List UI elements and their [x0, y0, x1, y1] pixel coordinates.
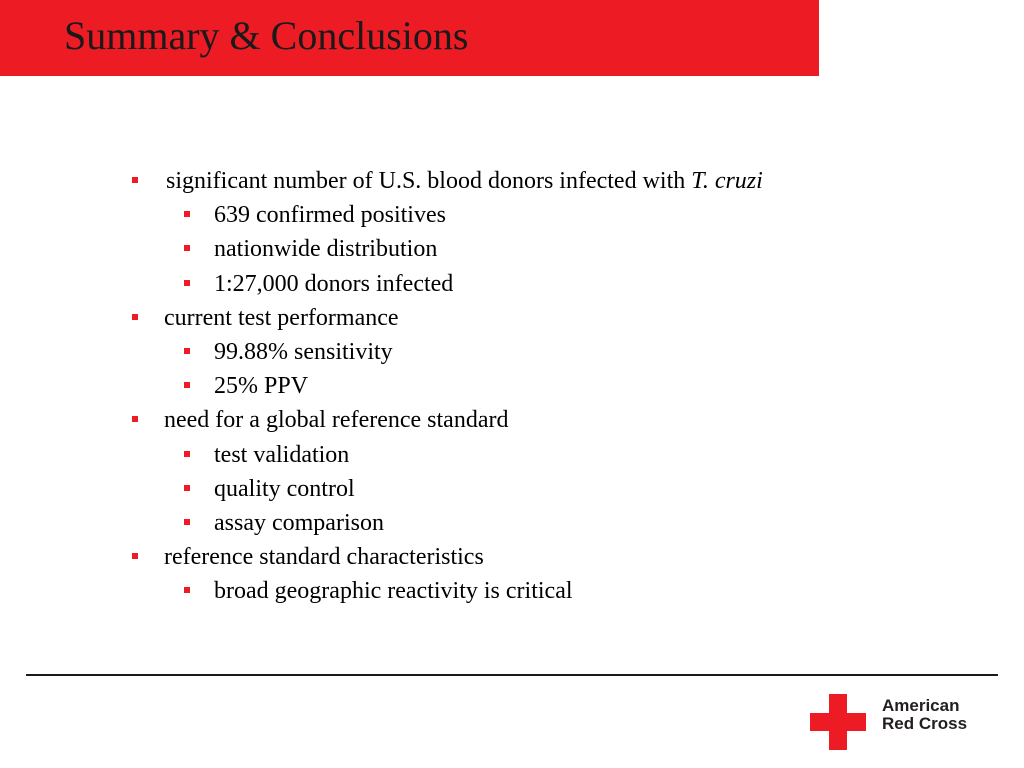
bullet-item	[0, 164, 1024, 198]
bullet-marker-icon	[184, 280, 190, 286]
sub-bullet-item	[0, 472, 1024, 506]
sub-bullet-item	[0, 232, 1024, 266]
bullet-marker-icon	[184, 348, 190, 354]
logo-line-2: Red Cross	[882, 714, 968, 733]
bullet-text: broad geographic reactivity is critical	[214, 578, 573, 605]
bullet-text: 1:27,000 donors infected	[214, 270, 454, 297]
bullet-text	[166, 164, 763, 198]
bullet-text: 639 confirmed positives	[214, 202, 446, 229]
footer-divider	[26, 674, 998, 676]
bullet-item	[0, 301, 1024, 335]
logo-line-1: American	[882, 696, 960, 715]
sub-bullet-item	[0, 267, 1024, 301]
bullet-text-emphasis: T. cruzi	[691, 168, 763, 194]
bullet-marker-icon	[184, 519, 190, 525]
sub-bullet-item	[0, 335, 1024, 369]
bullet-text: test validation	[214, 441, 350, 468]
bullet-marker-icon	[184, 382, 190, 388]
bullet-item	[0, 403, 1024, 437]
bullet-item	[0, 540, 1024, 574]
red-cross-logo	[810, 694, 990, 750]
bullet-text: nationwide distribution	[214, 236, 438, 263]
bullet-marker-icon	[132, 553, 138, 559]
sub-bullet-item	[0, 506, 1024, 540]
sub-bullet-item	[0, 369, 1024, 403]
bullet-marker-icon	[184, 451, 190, 457]
bullet-list	[0, 164, 1024, 608]
bullet-text: 25% PPV	[214, 373, 309, 400]
sub-bullet-item	[0, 198, 1024, 232]
bullet-marker-icon	[132, 416, 138, 422]
bullet-text: current test performance	[164, 304, 399, 331]
bullet-marker-icon	[184, 485, 190, 491]
bullet-text: need for a global reference standard	[164, 407, 509, 434]
bullet-marker-icon	[132, 177, 138, 183]
sub-bullet-item	[0, 574, 1024, 608]
bullet-text: assay comparison	[214, 509, 384, 536]
title-bar	[0, 0, 819, 76]
bullet-text-main: significant number of U.S. blood donors infected with	[166, 168, 692, 194]
bullet-marker-icon	[132, 314, 138, 320]
bullet-marker-icon	[184, 587, 190, 593]
bullet-text: 99.88% sensitivity	[214, 338, 393, 365]
logo-wordmark	[882, 697, 967, 733]
bullet-marker-icon	[184, 211, 190, 217]
slide-title: Summary & Conclusions	[64, 13, 469, 58]
bullet-text: reference standard characteristics	[164, 544, 484, 571]
sub-bullet-item	[0, 438, 1024, 472]
bullet-marker-icon	[184, 245, 190, 251]
bullet-text: quality control	[214, 475, 355, 502]
red-cross-icon-bar	[810, 713, 866, 731]
